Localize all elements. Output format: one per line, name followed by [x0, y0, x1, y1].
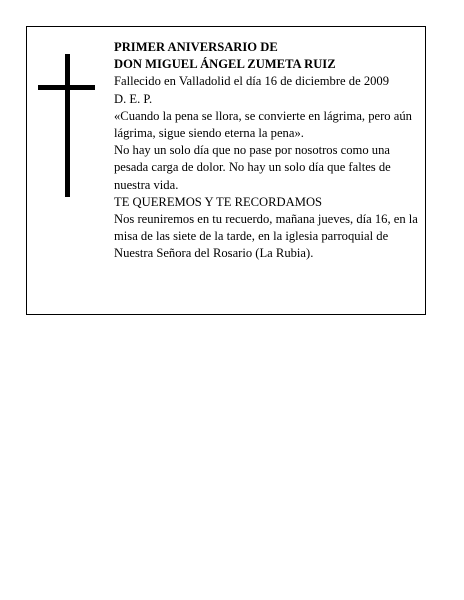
quote-text: «Cuando la pena se llora, se convierte en lágrima, pero aún lágrima, sigue siendo eterna la pena». — [114, 108, 412, 141]
mass-info-text: Nos reuniremos en tu recuerdo, mañana jueves, día 16, en la misa de las siete de la tarde, en la iglesia parroquial de Nuestra Señora del Rosario (La Rubia). — [114, 212, 418, 261]
obituary-notice — [26, 26, 426, 315]
cross-vertical-bar — [65, 54, 70, 197]
notice-text — [114, 39, 420, 263]
death-info: Fallecido en Valladolid el día 16 de diciembre de 2009 — [114, 74, 390, 89]
rip-text: D. E. P. — [114, 91, 153, 106]
cross-icon — [27, 27, 87, 207]
notice-title-line-2: DON MIGUEL ÁNGEL ZUMETA RUIZ — [114, 57, 336, 72]
closing-text: TE QUEREMOS Y TE RECORDAMOS — [114, 194, 323, 209]
message-text: No hay un solo día que no pase por nosotros como una pesada carga de dolor. No hay un solo día que faltes de nuestra vida. — [114, 143, 391, 192]
cross-horizontal-bar — [38, 85, 95, 90]
notice-title-line-1: PRIMER ANIVERSARIO DE — [114, 40, 278, 54]
